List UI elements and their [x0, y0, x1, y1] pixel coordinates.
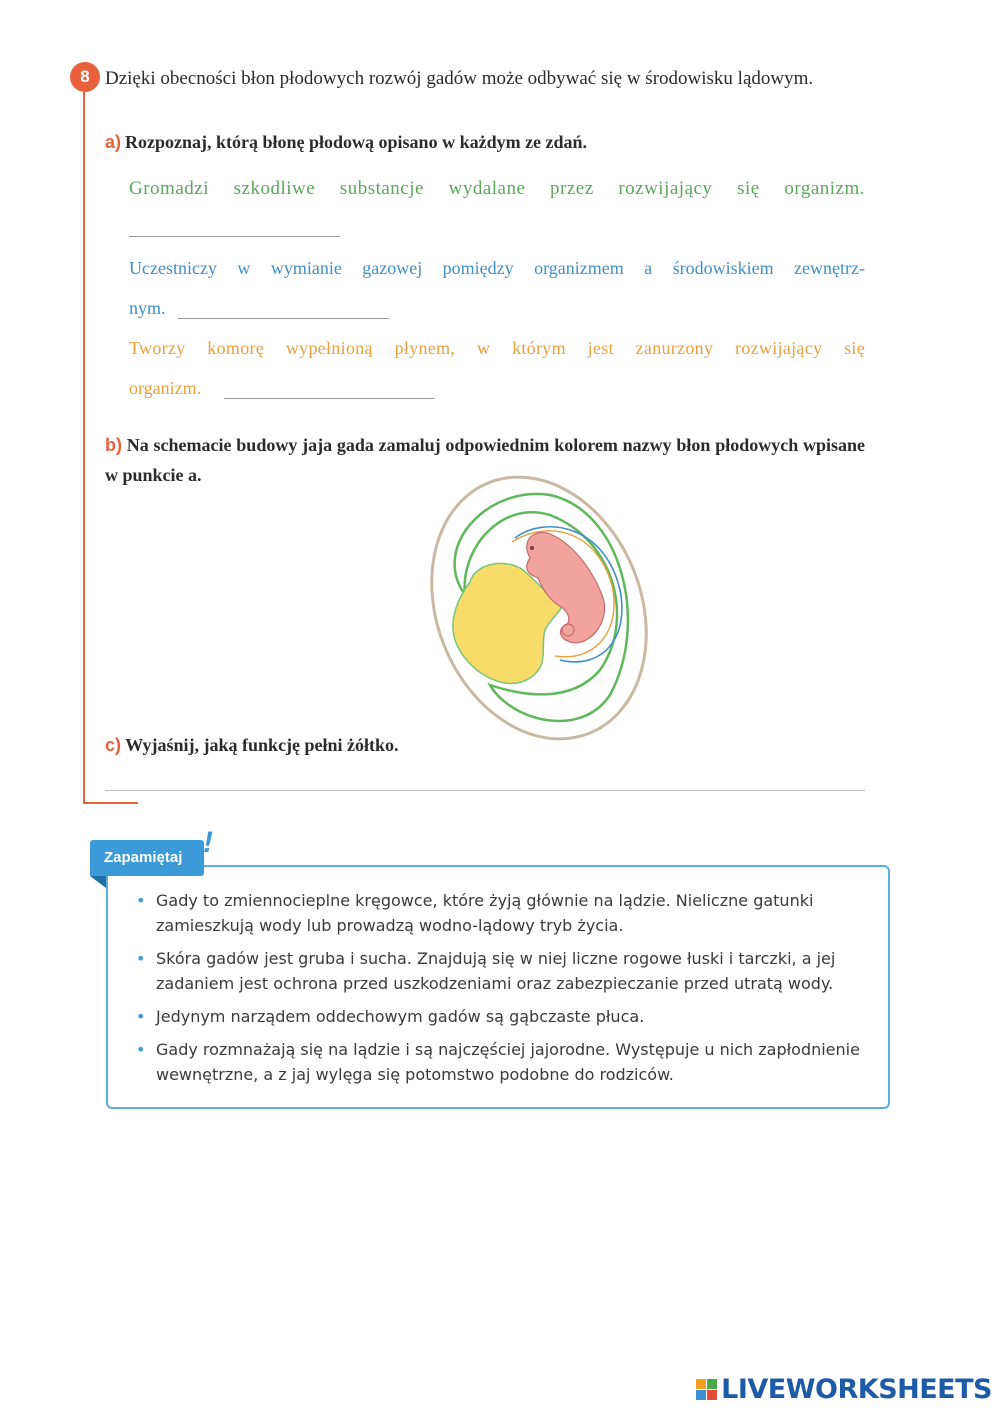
part-a-instruction: Rozpoznaj, którą błonę płodową opisano w każdym ze zdań. [125, 132, 588, 152]
liveworksheets-logo-icon [696, 1379, 717, 1400]
answer-line-orange[interactable] [224, 398, 435, 399]
part-a-label: a) [105, 132, 122, 152]
answer-line-blue[interactable] [178, 318, 389, 319]
part-c-label: c) [105, 735, 122, 755]
sentence-orange-line2: organizm. [129, 378, 202, 398]
sentence-blue-line1: Uczestniczy w wymianie gazowej pomiędzy organizmem a środowiskiem zewnętrz- [129, 258, 865, 278]
liveworksheets-watermark [696, 1374, 992, 1405]
remember-tab-fold [90, 876, 106, 888]
exercise-bracket-foot [83, 802, 138, 804]
answer-line-green[interactable] [129, 236, 340, 237]
list-item: • Gady to zmiennocieplne kręgowce, które żyją głównie na lądzie. Nieliczne gatunki zamieszkują wody lub prowadzą wodno-lądowy tryb życia. [136, 891, 814, 935]
part-b-instruction: Na schemacie budowy jaja gada zamaluj odpowiednim kolorem nazwy błon płodowych wpisane w punkcie a. [105, 435, 866, 485]
answer-line-part-c[interactable] [105, 790, 865, 791]
reptile-egg-diagram [420, 470, 660, 750]
embryo-eye [530, 546, 534, 550]
part-c [105, 730, 865, 760]
exercise-intro: Dzięki obecności błon płodowych rozwój gadów może odbywać się w środowisku lądowym. [105, 68, 814, 89]
remember-tab: Zapamiętaj [90, 840, 204, 876]
part-a [105, 132, 865, 153]
sentence-orange-line1: Tworzy komorę wypełnioną płynem, w którym jest zanurzony rozwijający się [129, 338, 865, 358]
list-item: • Skóra gadów jest gruba i sucha. Znajdują się w niej liczne rogowe łuski i tarczki, a jej zadaniem jest ochrona przed uszkodzeniami oraz zabezpieczanie przed utratą wody. [136, 949, 836, 993]
part-c-instruction: Wyjaśnij, jaką funkcję pełni żółtko. [125, 735, 399, 755]
exercise-bracket-line [83, 92, 85, 804]
exclamation-icon: ! [203, 826, 213, 859]
list-item: • Jedynym narządem oddechowym gadów są gąbczaste płuca. [136, 1007, 645, 1026]
sentence-green: Gromadzi szkodliwe substancje wydalane przez rozwijający się organizm. [129, 178, 865, 199]
remember-list [132, 888, 862, 1095]
watermark-text: LIVEWORKSHEETS [721, 1374, 992, 1405]
exercise-number-badge: 8 [70, 62, 100, 92]
part-b-label: b) [105, 435, 122, 455]
list-item: • Gady rozmnażają się na lądzie i są najczęściej jajorodne. Występuje u nich zapłodnienie wewnętrzne, a z jaj wylęga się potomstwo podobne do rodziców. [136, 1040, 860, 1084]
sentence-blue-line2: nym. [129, 298, 166, 318]
